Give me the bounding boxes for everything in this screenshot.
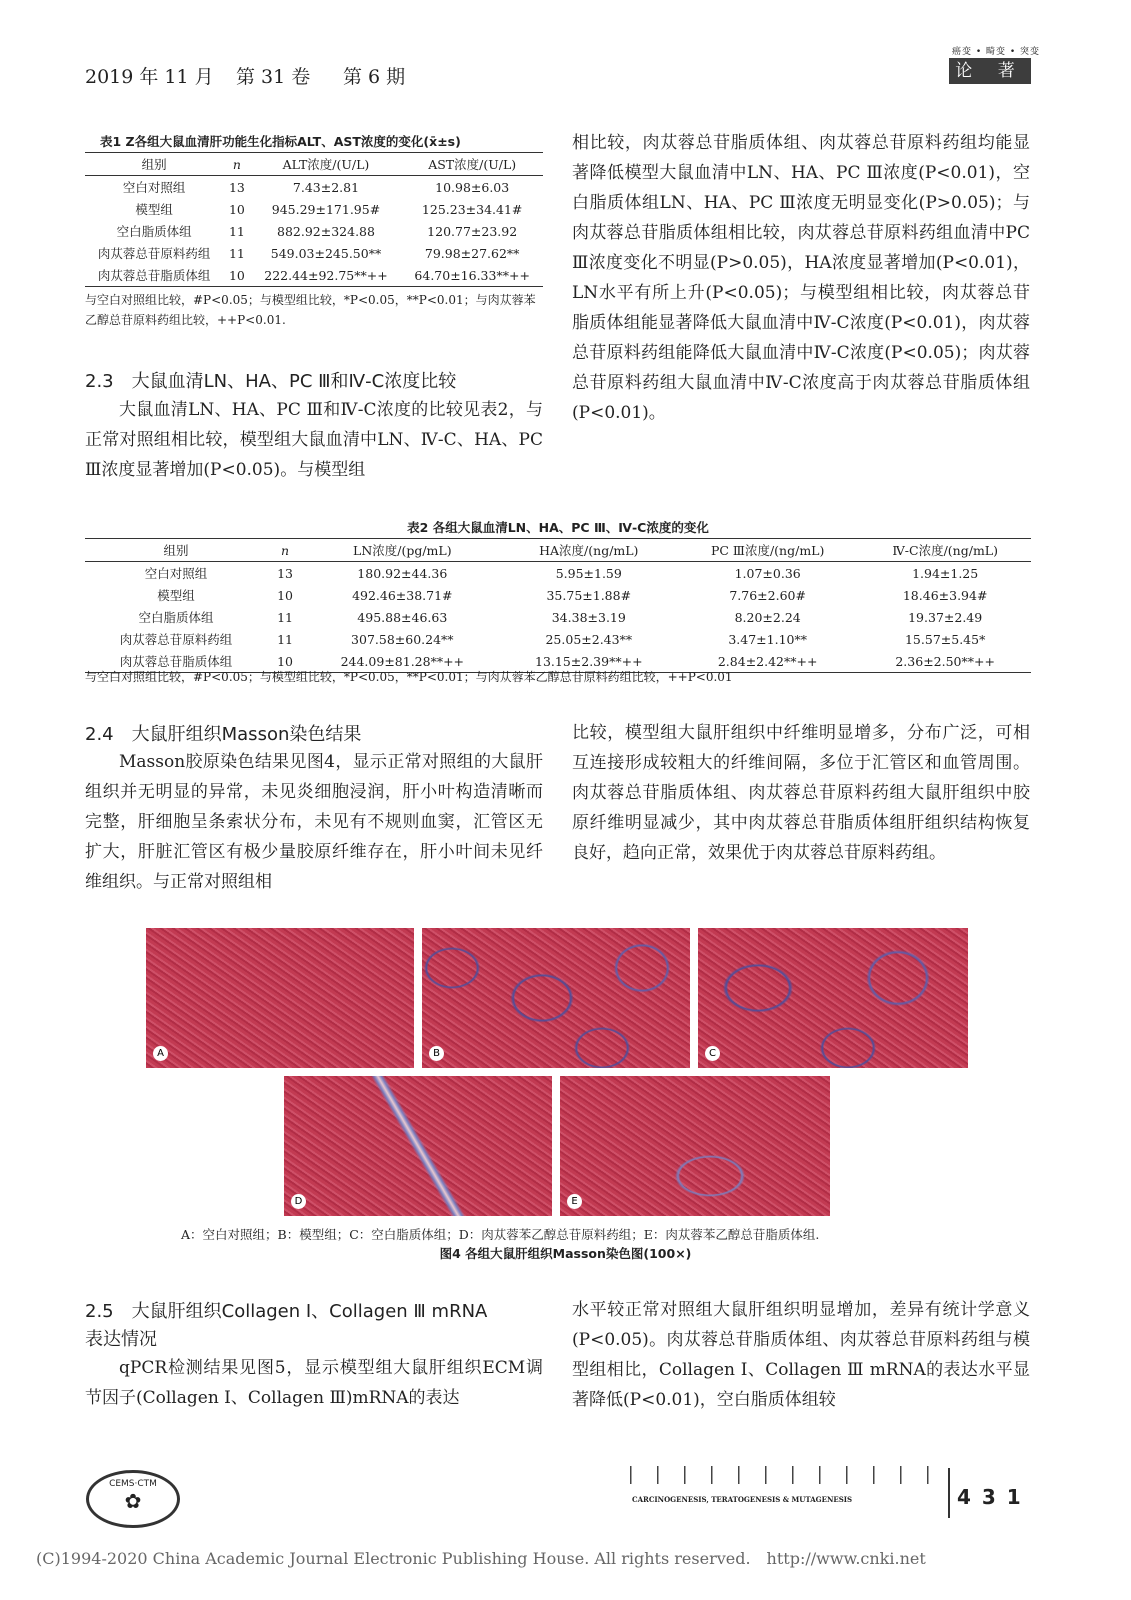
cell: 244.09±81.28**++ [303,650,501,673]
section-2-5-title: 2.5 大鼠肝组织Collagen Ⅰ、Collagen Ⅲ mRNA [85,1301,488,1322]
table-row [85,242,543,264]
cell: 495.88±46.63 [357,609,448,625]
cell: 模型组 [135,202,173,217]
table-row [85,176,543,199]
micrograph-panel-d [284,1076,552,1216]
cell: 492.46±38.71# [352,587,453,603]
ruler-decoration [630,1466,940,1484]
table2-header: Ⅳ-C浓度/(ng/mL) [859,539,1031,562]
cell: 肉苁蓉总苷原料药组 [97,246,211,261]
cell: 空白对照组 [144,566,208,581]
cell: 11 [228,223,245,239]
table-row [85,220,543,242]
header-issue: 第 6 期 [343,66,406,88]
cell: 空白脂质体组 [116,224,192,239]
panel-label: E [567,1194,582,1209]
micrograph-panel-e [560,1076,830,1216]
table1-header: n [223,153,250,176]
panel-label: C [705,1046,720,1061]
cell: 222.44±92.75**++ [251,264,402,287]
table1-caption: 表1 Z各组大鼠血清肝功能生化指标ALT、AST浓度的变化(x̄±s) [100,134,461,149]
cell: 10 [277,587,293,603]
cell: 7.43±2.81 [292,179,360,195]
cell: 10 [228,201,245,217]
table2-header: n [267,539,303,562]
cell: 882.92±324.88 [277,223,375,239]
cell: 模型组 [157,588,195,603]
cell: 10.98±6.03 [435,179,510,195]
micrograph-panel-a [146,928,414,1068]
cell: 空白对照组 [122,180,186,195]
cell: 120.77±23.92 [427,223,518,239]
cell: 5.95±1.59 [555,565,622,581]
cell: 18.46±3.94# [902,587,988,603]
panel-label: B [429,1046,444,1061]
section-2-4-title: 2.4 大鼠肝组织Masson染色结果 [85,724,362,745]
cell: 肉苁蓉总苷脂质体组 [85,650,267,673]
table1-note: 与空白对照组比较，#P<0.05；与模型组比较，*P<0.05，**P<0.01；与肉苁蓉苯乙醇总苷原料药组比较，++P<0.01. [85,293,536,327]
cell: 肉苁蓉总苷原料药组 [119,632,233,647]
table-row [85,584,1031,606]
cell: 空白脂质体组 [138,610,214,625]
cell: 11 [277,609,293,625]
micrograph-panel-c [698,928,968,1068]
figure4-legend: A：空白对照组；B：模型组；C：空白脂质体组；D：肉苁蓉苯乙醇总苷原料药组；E：肉苁蓉苯乙醇总苷脂质体组. [181,1227,820,1242]
cell: 79.98±27.62** [424,245,520,261]
cell: 10 [223,264,250,287]
table-row [85,198,543,220]
cell: 10 [267,650,303,673]
cell: 3.47±1.10** [728,631,807,647]
micrograph-panel-b [422,928,690,1068]
footer-divider [948,1468,950,1518]
section-2-3-right-text: 相比较，肉苁蓉总苷脂质体组、肉苁蓉总苷原料药组均能显著降低模型大鼠血清中LN、HA、PC Ⅲ浓度(P<0.01)，空白脂质体组LN、HA、PC Ⅲ浓度无明显变化(P>0.05)；与肉苁蓉总苷脂质体组相比较，肉苁蓉总苷原料药组血清中PC Ⅲ浓度变化不明显(P>0.05)，HA浓度显著增加(P<0.01)，LN水平有所上升(P<0.05)；与模型组相比较，肉苁蓉总苷脂质体组能显著降低大鼠血清中Ⅳ-C浓度(P<0.01)，肉苁蓉总苷原料药组能降低大鼠血清中Ⅳ-C浓度(P<0.05)；肉苁蓉总苷原料药组大鼠血清中Ⅳ-C浓度高于肉苁蓉总苷脂质体组(P<0.01)。 [572,133,1030,423]
figure4-caption: 图4 各组大鼠肝组织Masson染色图(100×) [439,1246,692,1261]
journal-logo [86,1470,180,1528]
table1-header: ALT浓度/(U/L) [251,153,402,176]
cell: 7.76±2.60# [729,587,806,603]
logo-text: CEMS·CTM [109,1479,157,1489]
cell: 125.23±34.41# [421,201,523,217]
cell: 13 [228,179,245,195]
cell: 35.75±1.88# [546,587,632,603]
panel-label: D [291,1194,306,1209]
table1-header: AST浓度/(U/L) [401,153,543,176]
cell: 549.03±245.50** [270,245,382,261]
table2-note: 与空白对照组比较，#P<0.05；与模型组比较，*P<0.05，**P<0.01；与肉苁蓉苯乙醇总苷原料药组比较，++P<0.01 [85,670,733,684]
cell: 1.07±0.36 [734,565,801,581]
cell: 1.94±1.25 [912,565,979,581]
section-2-5-right-text: 水平较正常对照组大鼠肝组织明显增加，差异有统计学意义(P<0.05)。肉苁蓉总苷脂质体组、肉苁蓉总苷原料药组与模型组相比，Collagen Ⅰ、Collagen Ⅲ mRNA的表达水平显著降低(P<0.01)，空白脂质体组较 [572,1300,1030,1410]
section-2-4-right-text: 比较，模型组大鼠肝组织中纤维明显增多，分布广泛，可相互连接形成较粗大的纤维间隔，多位于汇管区和血管周围。肉苁蓉总苷脂质体组、肉苁蓉总苷原料药组大鼠肝组织中胶原纤维明显减少，其中肉苁蓉总苷脂质体组肝组织结构恢复良好，趋向正常，效果优于肉苁蓉总苷原料药组。 [572,723,1030,863]
cell: 肉苁蓉总苷脂质体组 [85,264,223,287]
table1-header: 组别 [85,153,223,176]
table2-caption: 表2 各组大鼠血清LN、HA、PC Ⅲ、Ⅳ-C浓度的变化 [407,520,709,535]
section-2-5-title-cont: 表达情况 [85,1329,157,1350]
table-row [85,606,1031,628]
cell: 11 [228,245,245,261]
section-2-3-title: 2.3 大鼠血清LN、HA、PC Ⅲ和Ⅳ-C浓度比较 [85,371,457,392]
table2-header: 组别 [85,539,267,562]
cell: 180.92±44.36 [357,565,448,581]
cell: 64.70±16.33**++ [401,264,543,287]
panel-label: A [153,1046,168,1061]
cell: 19.37±2.49 [908,609,983,625]
cell: 8.20±2.24 [734,609,801,625]
table2-header: PC Ⅲ浓度/(ng/mL) [676,539,859,562]
cell: 2.84±2.42**++ [676,650,859,673]
cell: 34.38±3.19 [551,609,626,625]
table2 [85,538,1031,673]
cell: 945.29±171.95# [271,201,381,217]
section-2-5-left-text: qPCR检测结果见图5，显示模型组大鼠肝组织ECM调节因子(Collagen Ⅰ、Collagen Ⅲ)mRNA的表达 [85,1358,543,1408]
cell: 13.15±2.39**++ [502,650,676,673]
cell: 15.57±5.45* [904,631,986,647]
table2-header: HA浓度/(ng/mL) [502,539,676,562]
cell: 307.58±60.24** [351,631,454,647]
journal-small-title: 癌变 • 畸变 • 突变 [952,47,1041,57]
cell: 2.36±2.50**++ [859,650,1031,673]
table-row [85,264,543,287]
cell: 13 [277,565,293,581]
journal-english-title: CARCINOGENESIS, TERATOGENESIS & MUTAGENESIS [632,1495,853,1504]
table1 [85,152,543,287]
copyright-line: (C)1994-2020 China Academic Journal Electronic Publishing House. All rights reserved. http://www.cnki.net [36,1549,926,1568]
table2-header: LN浓度/(pg/mL) [303,539,501,562]
page-number: 4 3 1 [957,1485,1023,1509]
table-row [85,628,1031,650]
cell: 11 [277,631,293,647]
flower-icon: ✿ [124,1489,142,1513]
section-2-4-left-text: Masson胶原染色结果见图4，显示正常对照组的大鼠肝组织并无明显的异常，未见炎细胞浸润，肝小叶构造清晰而完整，肝细胞呈条索状分布，未见有不规则血窦，汇管区无扩大，肝脏汇管区有极少量胶原纤维存在，肝小叶间未见纤维组织。与正常对照组相 [85,752,543,892]
table-row [85,562,1031,585]
section-tag: 论 著 [949,58,1031,84]
header-volume: 第 31 卷 [236,66,311,88]
header-date: 2019 年 11 月 [85,66,214,88]
cell: 25.05±2.43** [545,631,633,647]
section-2-3-left-text: 大鼠血清LN、HA、PC Ⅲ和Ⅳ-C浓度的比较见表2，与正常对照组相比较，模型组大鼠血清中LN、Ⅳ-C、HA、PC Ⅲ浓度显著增加(P<0.05)。与模型组 [85,400,543,480]
